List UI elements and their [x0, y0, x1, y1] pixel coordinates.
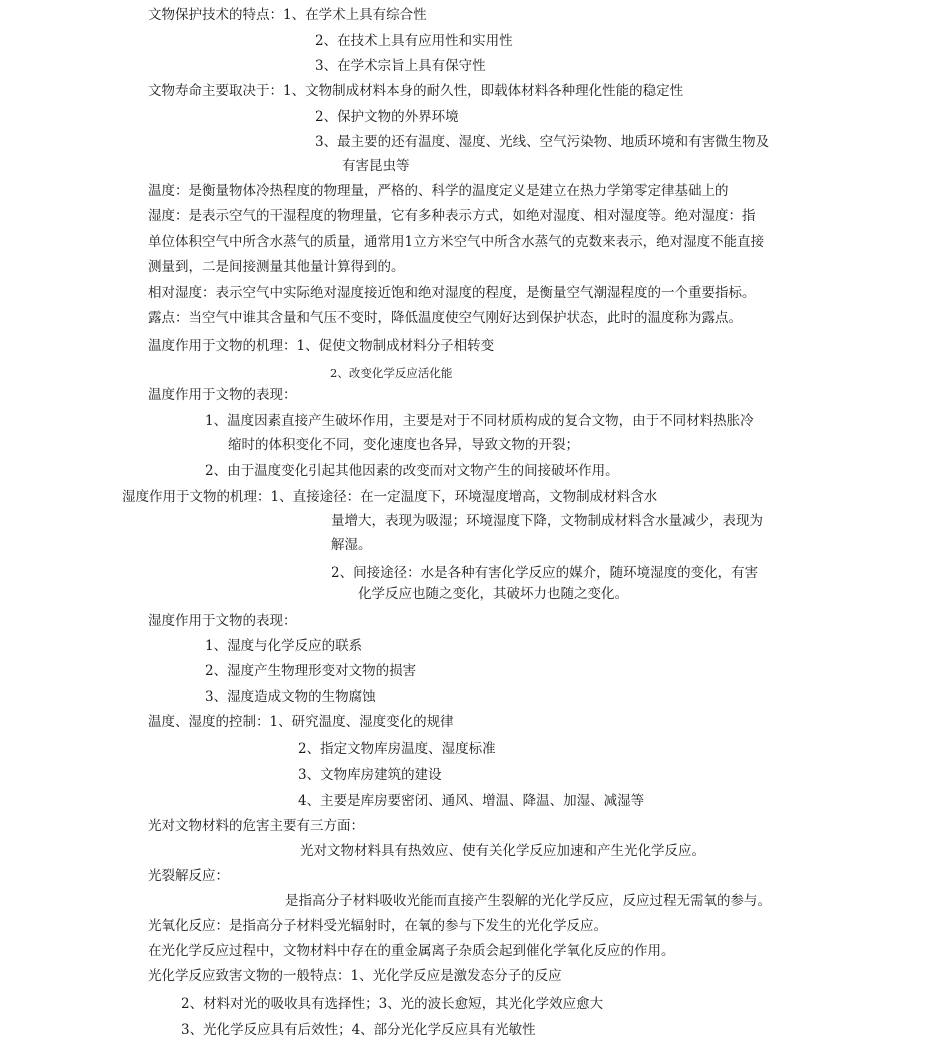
text-line: 文物保护技术的特点：1、在学术上具有综合性: [148, 7, 427, 23]
text-line: 测量到，二是间接测量其他量计算得到的。: [148, 259, 405, 275]
text-line: 温度作用于文物的表现：: [148, 387, 297, 403]
text-line: 光对文物材料具有热效应、使有关化学反应加速和产生光化学反应。: [300, 843, 705, 859]
text-line: 1、湿度与化学反应的联系: [205, 638, 363, 654]
text-line: 2、由于温度变化引起其他因素的改变而对文物产生的间接破坏作用。: [205, 463, 619, 479]
text-line: 2、在技术上具有应用性和实用性: [315, 33, 513, 49]
text-line: 2、湿度产生物理形变对文物的损害: [205, 663, 417, 679]
text-line: 湿度作用于文物的表现：: [148, 613, 297, 629]
text-line: 露点：当空气中谁其含量和气压不变时，降低温度使空气刚好达到保护状态，此时的温度称为露点。: [148, 310, 742, 326]
text-line: 2、保护文物的外界环境: [315, 109, 459, 125]
text-line: 3、文物库房建筑的建设: [298, 767, 442, 783]
text-line: 缩时的体积变化不同，变化速度也各异，导致文物的开裂；: [228, 437, 579, 453]
text-line: 2、材料对光的吸收具有选择性；3、光的波长愈短，其光化学效应愈大: [181, 996, 604, 1012]
text-line: 文物寿命主要取决于：1、文物制成材料本身的耐久性，即载体材料各种理化性能的稳定性: [148, 83, 684, 99]
text-line: 3、湿度造成文物的生物腐蚀: [205, 689, 376, 705]
text-line: 3、在学术宗旨上具有保守性: [315, 58, 486, 74]
text-line: 有害昆虫等: [342, 158, 410, 174]
text-line: 4、主要是库房要密闭、通风、增温、降温、加湿、减湿等: [298, 793, 645, 809]
text-line: 光裂解反应：: [148, 868, 229, 884]
text-line: 1、温度因素直接产生破坏作用，主要是对于不同材质构成的复合文物，由于不同材料热胀冷: [205, 413, 754, 429]
text-line: 2、指定文物库房温度、湿度标准: [298, 741, 496, 757]
text-line: 温度：是衡量物体冷热程度的物理量，严格的、科学的温度定义是建立在热力学第零定律基础上的: [148, 183, 729, 199]
text-line: 2、改变化学反应活化能: [330, 366, 453, 380]
text-line: 化学反应也随之变化，其破坏力也随之变化。: [358, 586, 628, 602]
text-line: 是指高分子材料吸收光能而直接产生裂解的光化学反应，反应过程无需氧的参与。: [285, 893, 771, 909]
text-line: 温度作用于文物的机理：1、促使文物制成材料分子相转变: [148, 338, 495, 354]
text-line: 相对湿度：表示空气中实际绝对湿度接近饱和绝对湿度的程度，是衡量空气潮湿程度的一个重要指标。: [148, 285, 756, 301]
text-line: 量增大，表现为吸湿；环境湿度下降，文物制成材料含水量减少，表现为: [331, 513, 763, 529]
text-line: 光化学反应致害文物的一般特点：1、光化学反应是激发态分子的反应: [148, 968, 562, 984]
text-line: 光氧化反应：是指高分子材料受光辐射时，在氧的参与下发生的光化学反应。: [148, 918, 607, 934]
text-line: 温度、湿度的控制：1、研究温度、湿度变化的规律: [148, 714, 454, 730]
text-line: 解湿。: [331, 537, 372, 553]
text-line: 3、最主要的还有温度、湿度、光线、空气污染物、地质环境和有害微生物及: [315, 134, 770, 150]
text-line: 2、间接途径：水是各种有害化学反应的媒介，随环境湿度的变化，有害: [331, 565, 759, 581]
text-line: 3、光化学反应具有后效性；4、部分光化学反应具有光敏性: [181, 1022, 536, 1038]
text-line: 光对文物材料的危害主要有三方面：: [148, 818, 364, 834]
text-line: 在光化学反应过程中，文物材料中存在的重金属离子杂质会起到催化学氧化反应的作用。: [148, 943, 675, 959]
text-line: 湿度：是表示空气的干湿程度的物理量，它有多种表示方式，如绝对湿度、相对湿度等。绝对湿度：指: [148, 208, 756, 224]
text-line: 单位体积空气中所含水蒸气的质量，通常用1立方米空气中所含水蒸气的克数来表示，绝对湿度不能直接: [148, 234, 765, 250]
text-line: 湿度作用于文物的机理：1、直接途径：在一定温度下，环境湿度增高，文物制成材料含水: [122, 489, 658, 505]
